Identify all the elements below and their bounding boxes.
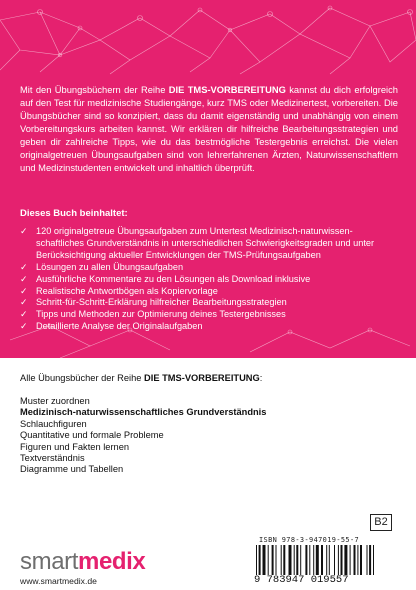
book-title: Figuren und Fakten lernen — [20, 441, 130, 452]
list-item: ✓ Ausführliche Kommentare zu den Lösungen als Download inklusive — [20, 273, 311, 284]
ean-digits: 9 783947 019557 — [254, 574, 349, 586]
intro-rest: kannst du dich erfolgreich auf den Test für medizinische Studiengänge, kurz TMS oder Medizinertest, vorbereiten. Die Übungsbücher sind so konzipiert, dass du damit eigenständig und unabhängig von einem Vorbereitungskurs arbeiten kannst. Wir erklären dir hilfreiche Bearbeitungsstrategien und geben dir zahlreiche Tipps, wie du das bestmögliche Testergebnis erreichst. Die vielen originalgetreuen Übungsaufgaben sind von lehrerfahrenen Ärzten, Naturwissenschaftlern und Medizinstudenten entwickelt und inhaltlich überprüft. — [20, 85, 398, 173]
list-item: ✓ Tipps und Methoden zur Optimierung deines Testergebnisses — [20, 309, 286, 320]
publisher-logo: smartmedix — [20, 548, 146, 575]
check-icon: ✓ — [20, 273, 28, 284]
list-item: ✓ Detaillierte Analyse der Originalaufgaben — [20, 321, 203, 332]
list-item: ✓ Lösungen zu allen Übungsaufgaben — [20, 261, 184, 272]
edition-box: B2 — [370, 514, 392, 531]
barcode-graphic — [256, 545, 408, 575]
contents-list — [20, 226, 400, 333]
book-title: Muster zuordnen — [20, 396, 90, 406]
check-icon: ✓ — [20, 297, 28, 308]
contents-heading: Dieses Buch beinhaltet: — [20, 208, 128, 219]
series-name: DIE TMS-VORBEREITUNG — [168, 85, 286, 95]
book-title-current: Medizinisch-naturwissenschaftliches Grundverständnis — [20, 407, 267, 418]
check-icon: ✓ — [20, 321, 28, 332]
book-title: Textverständnis — [20, 453, 85, 464]
list-item: ✓ 120 originalgetreue Übungsaufgaben zum Untertest Medizinisch-naturwissen-schaftliches Grundverständnis in unterschiedlichen Schwierigkeitsgraden und unter Berücksichtigung aktueller Entwicklungen der TMS-Prüfungsaufgaben — [20, 226, 375, 260]
book-title: Quantitative und formale Probleme — [20, 430, 164, 441]
publisher-url: www.smartmedix.de — [20, 576, 97, 586]
check-icon: ✓ — [20, 226, 28, 236]
isbn-text: ISBN 978-3-947019-55-7 — [259, 536, 360, 544]
intro-paragraph — [20, 84, 398, 175]
book-title: Schlauchfiguren — [20, 418, 87, 429]
list-item: ✓ Schritt-für-Schritt-Erklärung hilfreicher Bearbeitungsstrategien — [20, 297, 287, 308]
series-book-list — [20, 396, 400, 476]
intro-prefix: Mit den Übungsbüchern der Reihe — [20, 85, 169, 95]
check-icon: ✓ — [20, 309, 28, 320]
book-title: Diagramme und Tabellen — [20, 464, 124, 475]
list-item: ✓ Realistische Antwortbögen als Kopiervorlage — [20, 285, 218, 296]
series-label: Alle Übungsbücher der Reihe DIE TMS-VORBEREITUNG: — [20, 373, 263, 383]
series-section — [20, 372, 400, 476]
check-icon: ✓ — [20, 261, 28, 272]
check-icon: ✓ — [20, 285, 28, 296]
